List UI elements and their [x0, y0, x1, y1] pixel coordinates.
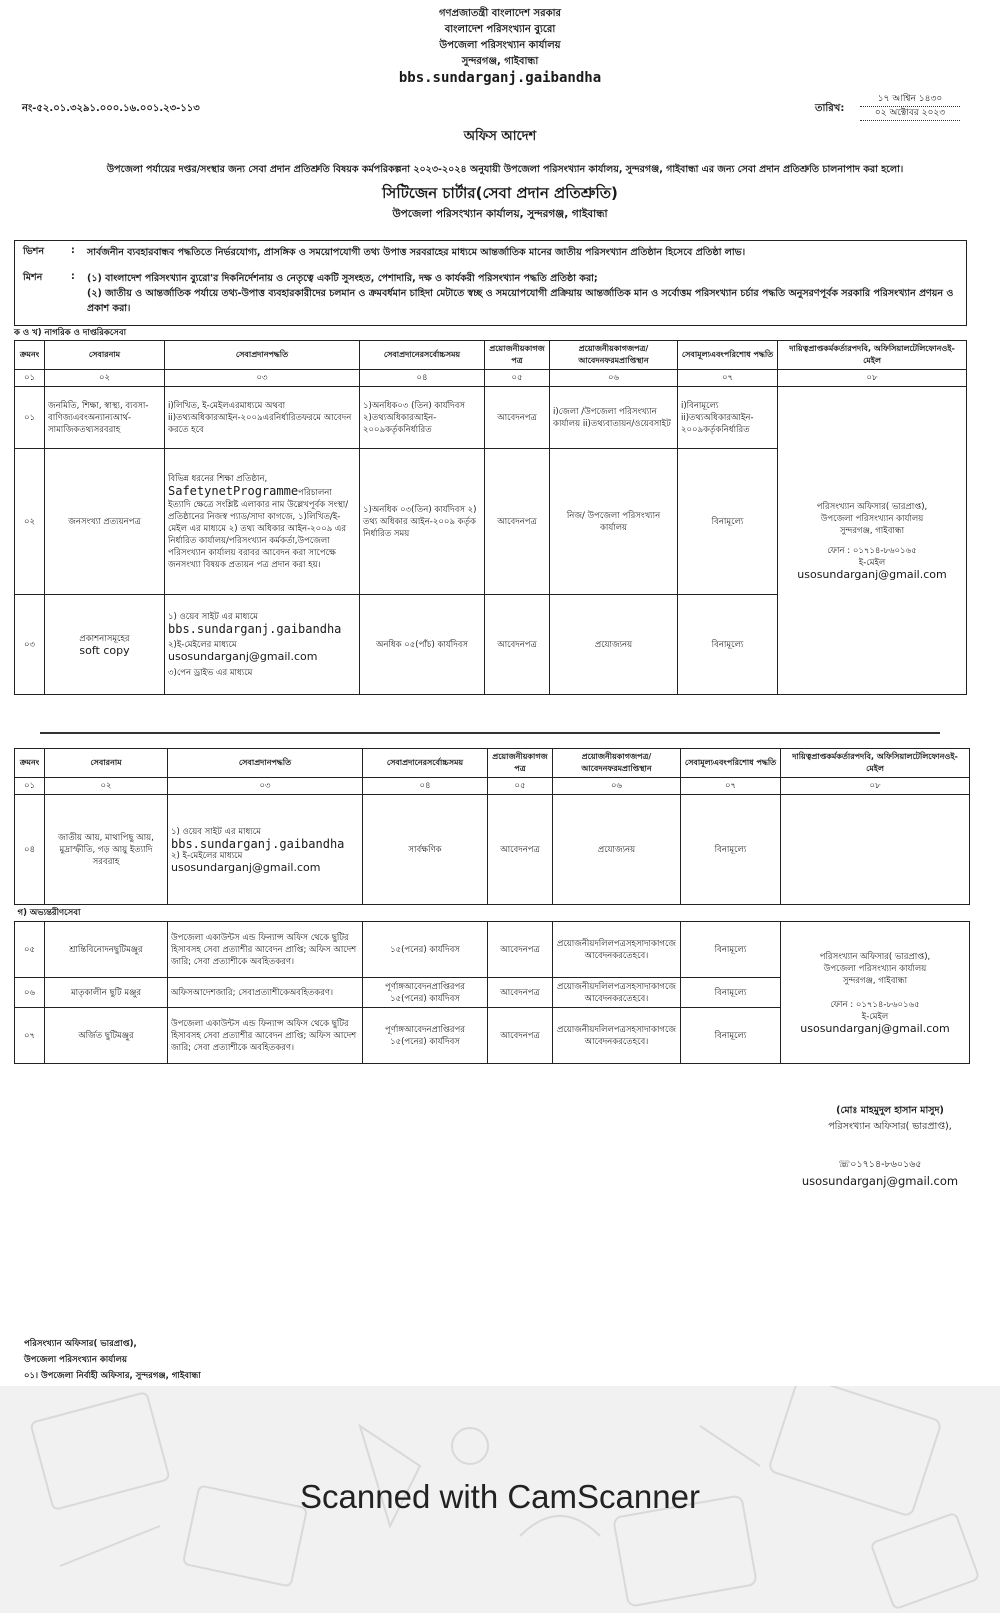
- mission-colon: :: [71, 271, 75, 282]
- service-fee: বিনামূল্যে: [681, 978, 781, 1008]
- officer-office: উপজেলা পরিসংখ্যান কার্যালয়: [820, 513, 924, 524]
- method-email-label: ২) ই-মেইলের মাধ্যমে: [171, 850, 243, 861]
- service-method: [165, 449, 360, 595]
- service-docs: আবেদনপত্র: [485, 449, 550, 595]
- col-header: ক্রমনং: [15, 749, 45, 778]
- scanner-text: Scanned with CamScanner: [300, 1478, 700, 1515]
- order-title: অফিস আদেশ: [463, 129, 537, 144]
- method-web-value: bbs.sundarganj.gaibandha: [171, 836, 345, 851]
- header-website: bbs.sundarganj.gaibandha: [398, 70, 602, 86]
- charter-title: সিটিজেন চার্টার(সেবা প্রদান প্রতিশ্রুতি): [382, 184, 618, 202]
- col-header: ক্রমনং: [15, 341, 45, 370]
- service-time: ১৫(পনের) কার্যদিবস: [363, 922, 488, 978]
- table-header-row: [15, 749, 970, 778]
- service-name: মাতৃকালীন ছুটি মঞ্জুর: [45, 978, 168, 1008]
- col-header: সেবাপ্রদানেরসর্বোচ্চসময়: [360, 341, 485, 370]
- service-fee: বিনামূল্যে: [681, 795, 781, 905]
- service-name: জাতীয় আয়, মাথাপিছু আয়, মুদ্রাস্ফীতি, গড় আয়ু ইত্যাদি সরবরাহ: [45, 795, 168, 905]
- header-line-2: বাংলাদেশ পরিসংখ্যান ব্যুরো: [444, 24, 556, 35]
- mission-text: [87, 271, 957, 316]
- col-number: ০২: [45, 370, 165, 387]
- service-source: প্রয়োজনীয়দলিলপত্রসহসাদাকাগজেআবেদনকরতেহবে।: [553, 922, 681, 978]
- service-source: প্রযোজ্যনয়: [550, 595, 678, 695]
- method-part-2: পরিচালনা ইত্যাদি ক্ষেত্রে সংশ্লিষ্ট এলাকার নাম উল্লেখপূর্বক সংস্থা/প্রতিষ্ঠানের নিজস্ব প্যাড/সাদা কাগজে, ১)লিখিত/ই-মেইল এর মাধ্যমে ২) তথ্য অধিকার আইন-২০০৯ এর নির্ধারিত কার্যালয়/পরিসংখ্যান কর্মকর্তা,উপজেলা পরিসংখ্যান কার্যালয় বরাবর আবেদন করা সাপেক্ষে জনসংখ্যা বিষয়ক প্রত্যয়ন পত্র প্রদান করা হয়।: [168, 487, 349, 570]
- date-block: [860, 93, 960, 121]
- officer-email-label: ই-মেইল: [861, 1011, 889, 1022]
- method-email-value: usosundarganj@gmail.com: [171, 860, 321, 874]
- service-fee: বিনামূল্যে: [678, 595, 778, 695]
- col-number: ০২: [45, 778, 168, 795]
- col-number: ০৪: [360, 370, 485, 387]
- row-no: ০১: [15, 387, 45, 449]
- officer-place: সুন্দরগঞ্জ, গাইবান্ধা: [839, 525, 905, 536]
- col-number: ০৭: [678, 370, 778, 387]
- section-citizen-label: ক ও খ) নাগরিক ও দাপ্তরিকসেবা: [14, 328, 127, 338]
- service-source: প্রয়োজনীয়দলিলপত্রসহসাদাকাগজেআবেদনকরতেহবে।: [553, 978, 681, 1008]
- col-number: ০৮: [781, 778, 970, 795]
- officer-phone: ফোন : ০১৭১৪-৮৬০১৬৫: [827, 545, 917, 556]
- col-number: ০১: [15, 370, 45, 387]
- service-docs: আবেদনপত্র: [488, 978, 553, 1008]
- mission-item-1: (১) বাংলাদেশ পরিসংখ্যান ব্যুরো'র দিকনির্দেশনায় ও নেতৃত্বে একটি সুসংহত, পেশাদারি, দক্ষ ও কার্যকরী পরিসংখ্যান পদ্ধতি প্রতিষ্ঠা করা;: [87, 273, 598, 284]
- service-method: অফিসআদেশজারি; সেবাপ্রত্যাশীকেঅবহিতকরণ।: [168, 978, 363, 1008]
- method-web-label: ১) ওয়েব সাইট এর মাধ্যমে: [171, 826, 261, 837]
- col-header: দায়িত্বপ্রাপ্তকর্মকর্তারপদবি, অফিসিয়ালটেলিফোনওই-মেইল: [781, 749, 970, 778]
- service-docs: আবেদনপত্র: [488, 1008, 553, 1064]
- service-source: প্রয়োজনীয়দলিলপত্রসহসাদাকাগজেআবেদনকরতেহবে।: [553, 1008, 681, 1064]
- col-header: সেবামূল্যএবংপরিশোধ পদ্ধতি: [681, 749, 781, 778]
- intro-text: উপজেলা পর্যায়ের দপ্তর/সংস্থার জন্য সেবা প্রদান প্রতিশ্রুতি বিষয়ক কর্মপরিকল্পনা ২০২৩-২০২৪ অনুযায়ী উপজেলা পরিসংখ্যান কার্যালয়, সুন্দরগঞ্জ, গাইবান্ধা এর জন্য সেবা প্রদান প্রতিশ্রুতি চালনাপাদ করা হলো।: [106, 164, 904, 175]
- table-row: [15, 795, 970, 905]
- col-number: ০৬: [550, 370, 678, 387]
- letterhead: [0, 6, 1000, 86]
- officer-contact: [778, 387, 967, 695]
- service-fee: বিনামূল্যে: [678, 449, 778, 595]
- officer-title: পরিসংখ্যান অফিসার( ভারপ্রাপ্ত),: [816, 501, 928, 512]
- col-number: ০১: [15, 778, 45, 795]
- scanner-footer: [0, 1386, 1000, 1613]
- header-line-1: গণপ্রজাতন্ত্রী বাংলাদেশ সরকার: [439, 8, 561, 19]
- col-header: সেবারনাম: [45, 749, 168, 778]
- method-pendrive-label: ৩)পেন ড্রাইভ এর মাধ্যমে: [168, 667, 253, 678]
- service-docs: আবেদনপত্র: [485, 387, 550, 449]
- date-label: তারিখ:: [815, 103, 845, 114]
- header-line-3: উপজেলা পরিসংখ্যান কার্যালয়: [439, 40, 561, 51]
- service-source: i)জেলা /উপজেলা পরিসংখ্যান কার্যালয় ii)তথ্যবাতায়ন/ওয়েবসাইট: [550, 387, 678, 449]
- officer-email: usosundarganj@gmail.com: [800, 1021, 950, 1035]
- service-method: [168, 795, 363, 905]
- service-time: পূর্ণাঙ্গআবেদনপ্রাপ্তিরপর ১৫(পনের) কার্যদিবস: [363, 978, 488, 1008]
- memo-number: নং-৫২.০১.৩২৯১.০০০.১৬.০০১.২৩-১১৩: [22, 103, 200, 114]
- charter-subtitle: উপজেলা পরিসংখ্যান কার্যালয়, সুন্দরগঞ্জ, গাইবান্ধা: [392, 208, 608, 220]
- service-source: নিজ/ উপজেলা পরিসংখ্যান কার্যালয়: [550, 449, 678, 595]
- signatory-name: (মোঃ মাহমুদুল হাসান মাসুদ): [836, 1105, 944, 1116]
- copy-line-2: উপজেলা পরিসংখ্যান কার্যালয়: [24, 1355, 127, 1365]
- vision-colon: :: [71, 245, 75, 256]
- service-time: সার্বক্ষণিক: [363, 795, 488, 905]
- service-method: উপজেলা একাউন্টস এন্ড ফিন্যান্স অফিস থেকে ছুটির হিসাবসহ সেবা প্রত্যাশীর আবেদন প্রাপ্তি; অফিস আদেশ জারি; সেবা প্রত্যাশীকে অবহিতকরণ।: [168, 922, 363, 978]
- divider: [40, 732, 940, 734]
- mission-label: মিশন: [23, 272, 43, 283]
- mission-row: [23, 271, 957, 316]
- signatory-designation: পরিসংখ্যান অফিসার( ভারপ্রাপ্ত),: [828, 1121, 952, 1132]
- col-header: সেবারনাম: [45, 341, 165, 370]
- officer-contact: [781, 922, 970, 1064]
- method-part-1: বিভিন্ন ধরনের শিক্ষা প্রতিষ্ঠান,: [168, 473, 268, 484]
- col-number: ০৫: [488, 778, 553, 795]
- signature-block: [790, 1103, 990, 1135]
- date-bangla: ১৭ আশ্বিন ১৪৩০: [860, 93, 960, 107]
- service-name-line-1: প্রকাশনাসমূহের: [79, 633, 130, 644]
- officer-email-label: ই-মেইল: [858, 557, 886, 568]
- officer-place: সুন্দরগঞ্জ, গাইবান্ধা: [842, 975, 908, 986]
- method-web-label: ১) ওয়েব সাইট এর মাধ্যমে: [168, 611, 258, 622]
- signatory-contact: [780, 1157, 980, 1189]
- col-header: সেবামূল্যএবংপরিশোধ পদ্ধতি: [678, 341, 778, 370]
- service-docs: আবেদনপত্র: [488, 795, 553, 905]
- section-internal-label: গ) অভ্যন্তরীণসেবা: [15, 905, 970, 922]
- vision-label: ভিশন: [23, 246, 45, 257]
- row-no: ০৩: [15, 595, 45, 695]
- service-source: প্রযোজ্যনয়: [553, 795, 681, 905]
- method-email-value: usosundarganj@gmail.com: [168, 649, 318, 663]
- service-name: শ্রান্তিবিনোদনছুটিমঞ্জুর: [45, 922, 168, 978]
- method-web-value: bbs.sundarganj.gaibandha: [168, 621, 342, 636]
- col-header: সেবাপ্রদানপদ্ধতি: [168, 749, 363, 778]
- signatory-phone: ☏০১৭১৪-৮৬০১৬৫: [838, 1159, 922, 1170]
- date-english: ০২ অক্টোবর ২০২৩: [860, 107, 960, 121]
- service-name: [45, 595, 165, 695]
- col-header: সেবাপ্রদানপদ্ধতি: [165, 341, 360, 370]
- col-number: ০৭: [681, 778, 781, 795]
- table-row: [15, 922, 970, 978]
- service-method: উপজেলা একাউন্টস এন্ড ফিন্যান্স অফিস থেকে ছুটির হিসাবসহ সেবা প্রত্যাশীর আবেদন প্রাপ্তি; অফিস আদেশ জারি; সেবা প্রত্যাশীকে অবহিতকরণ।: [168, 1008, 363, 1064]
- service-name: জনসংখ্যা প্রত্যয়নপত্র: [45, 449, 165, 595]
- service-method: [165, 595, 360, 695]
- service-name-line-2: soft copy: [79, 643, 130, 657]
- vision-mission-box: [14, 240, 967, 326]
- service-time: পূর্ণাঙ্গআবেদনপ্রাপ্তিরপর ১৫(পনের) কার্যদিবস: [363, 1008, 488, 1064]
- col-header: সেবাপ্রদানেরসর্বোচ্চসময়: [363, 749, 488, 778]
- copy-to-block: [24, 1336, 201, 1384]
- col-header: প্রয়োজনীয়কাগজপত্র: [488, 749, 553, 778]
- col-number: ০৮: [778, 370, 967, 387]
- signatory-email: usosundarganj@gmail.com: [801, 1174, 959, 1188]
- service-docs: আবেদনপত্র: [488, 922, 553, 978]
- service-fee: বিনামূল্যে: [681, 922, 781, 978]
- service-name: জনমিতি, শিক্ষা, স্বাস্থ্য, ব্যবসা- বাণিজ্যএবংঅন্যান্যআর্থ- সামাজিকতথ্যসরবরাহ: [45, 387, 165, 449]
- row-no: ০৪: [15, 795, 45, 905]
- service-time: ১)অনধিক০৩ (তিন) কার্যদিবস ২)তথ্যঅধিকারআইন- ২০০৯কর্তৃকনির্ধারিত: [360, 387, 485, 449]
- section-row: [15, 905, 970, 922]
- empty-cell: [781, 795, 970, 905]
- service-fee: বিনামূল্যে: [681, 1008, 781, 1064]
- service-table-2: [14, 748, 970, 1064]
- method-email-label: ২)ই-মেইলের মাধ্যমে: [168, 639, 237, 650]
- row-no: ০৫: [15, 922, 45, 978]
- row-no: ০৬: [15, 978, 45, 1008]
- column-number-row: [15, 370, 967, 387]
- header-line-4: সুন্দরগঞ্জ, গাইবান্ধা: [461, 56, 539, 67]
- vision-text: সার্বজনীন ব্যবহারবান্ধব পদ্ধতিতে নির্ভরযোগ্য, প্রাসঙ্গিক ও সময়োপযোগী তথ্য উপাত্ত সরবরাহের মাধ্যমে আন্তর্জাতিক মানের জাতীয় পরিসংখ্যান প্রতিষ্ঠান হিসেবে প্রতিষ্ঠা লাভ।: [87, 247, 746, 258]
- col-number: ০৩: [168, 778, 363, 795]
- row-no: ০২: [15, 449, 45, 595]
- officer-title: পরিসংখ্যান অফিসার( ভারপ্রাপ্ত),: [819, 951, 931, 962]
- col-header: দায়িত্বপ্রাপ্তকর্মকর্তারপদবি, অফিসিয়ালটেলিফোনওই-মেইল: [778, 341, 967, 370]
- service-method: i)লিখিত, ই-মেইলএরমাধ্যমে অথবা ii)তথ্যঅধিকারআইন-২০০৯এরনির্ধারিতফরমে আবেদন করতে হবে: [165, 387, 360, 449]
- col-number: ০৫: [485, 370, 550, 387]
- table-row: [15, 387, 967, 449]
- service-time: অনধিক ০৫(পাঁচ) কার্যদিবস: [360, 595, 485, 695]
- mission-item-2: (২) জাতীয় ও আন্তর্জাতিক পর্যায়ে তথ্য-উপাত্ত ব্যবহারকারীদের চলমান ও ক্রমবর্ধমান চাহিদা মেটাতে স্বচ্ছ ও সময়োপযোগী প্রক্রিয়ায় আন্তর্জাতিক মান ও সর্বোত্তম পরিসংখ্যান চর্চার পদ্ধতি অনুসরণপূর্বক সরকারি পরিসংখ্যান প্রণয়ন ও প্রকাশ করা।: [87, 288, 954, 314]
- service-table-1: [14, 340, 967, 695]
- vision-row: [23, 245, 957, 260]
- col-number: ০৪: [363, 778, 488, 795]
- service-fee: i)বিনামূল্যে ii)তথ্যঅধিকারআইন- ২০০৯কর্তৃকনির্ধারিত: [678, 387, 778, 449]
- copy-line-1: পরিসংখ্যান অফিসার( ভারপ্রাপ্ত),: [24, 1339, 137, 1349]
- column-number-row: [15, 778, 970, 795]
- col-header: প্রয়োজনীয়কাগজপত্র/ আবেদনফরমপ্রাপ্তিস্থান: [550, 341, 678, 370]
- col-number: ০৩: [165, 370, 360, 387]
- col-number: ০৬: [553, 778, 681, 795]
- row-no: ০৭: [15, 1008, 45, 1064]
- col-header: প্রয়োজনীয়কাগজপত্র/ আবেদনফরমপ্রাপ্তিস্থান: [553, 749, 681, 778]
- col-header: প্রয়োজনীয়কাগজপত্র: [485, 341, 550, 370]
- method-safetynet: SafetynetProgramme: [168, 483, 299, 498]
- service-name: অর্জিত ছুটিমঞ্জুর: [45, 1008, 168, 1064]
- officer-email: usosundarganj@gmail.com: [797, 567, 947, 581]
- service-time: ১)অনধিক ০৩(তিন) কার্যদিবস ২) তথ্য অধিকার আইন-২০০৯ কর্তৃক নির্ধারিত সময়: [360, 449, 485, 595]
- officer-phone: ফোন : ০১৭১৪-৮৬০১৬৫: [830, 999, 920, 1010]
- service-docs: আবেদনপত্র: [485, 595, 550, 695]
- table-header-row: [15, 341, 967, 370]
- officer-office: উপজেলা পরিসংখ্যান কার্যালয়: [823, 963, 927, 974]
- copy-line-3: ০১। উপজেলা নির্বাহী অফিসার, সুন্দরগঞ্জ, গাইবান্ধা: [24, 1371, 201, 1381]
